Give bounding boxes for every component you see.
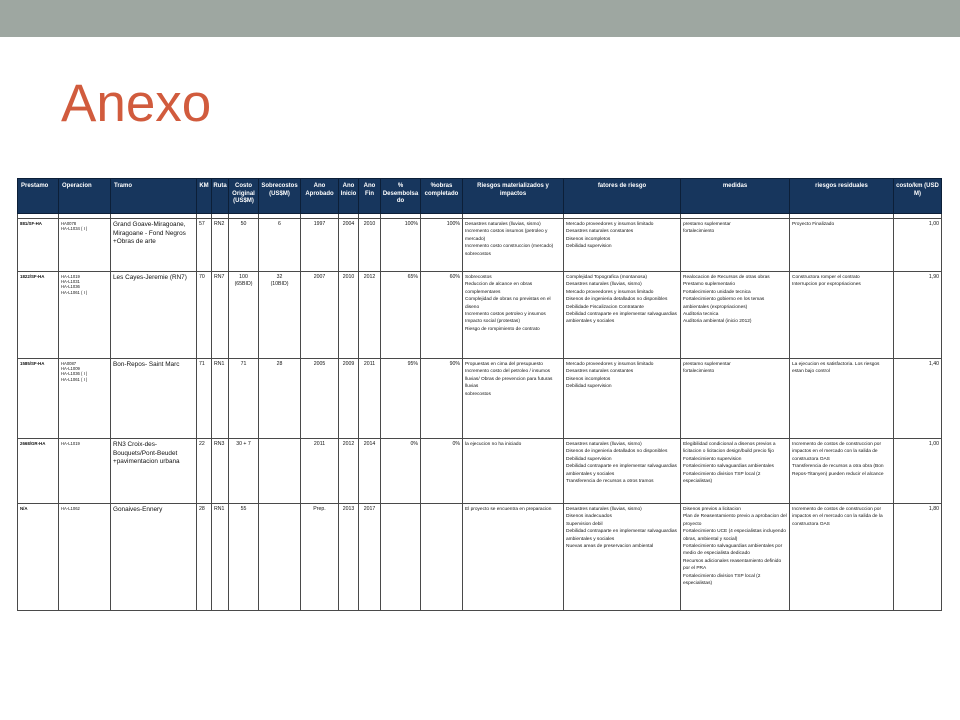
cell-obras-completado: 60%	[421, 272, 463, 359]
cell-km: 71	[197, 359, 212, 439]
cell-costo-km: 1,80	[894, 504, 942, 611]
header-costo-original: Costo Original (US$M)	[229, 179, 259, 214]
cell-fatores-item: Desastres naturales (lluvias, sismo)	[566, 507, 642, 512]
header-costo-km: costo/km (USD M)	[894, 179, 942, 214]
cell-tramo: Bon-Repos- Saint Marc	[111, 359, 197, 439]
header-sobrecostos: Sobrecostos (US$M)	[259, 179, 301, 214]
table-row	[18, 439, 942, 504]
cell-operacion-item: HA-L1019	[61, 441, 80, 446]
cell-costo-original-item: 30 + 7	[236, 441, 251, 447]
cell-riesgos	[463, 219, 564, 272]
cell-residuales	[790, 439, 894, 504]
cell-ano-aprobado: 1997	[301, 219, 339, 272]
cell-riesgos-item: lluvias/ Obras de prevencion para futuras lluvias	[465, 376, 553, 390]
cell-operacion-item: HA0078	[61, 221, 77, 226]
cell-medidas	[681, 439, 790, 504]
cell-residuales-item: Incremento de costos de construccion por impactos en el mercado con la salida de constructora OAS	[792, 442, 882, 462]
cell-riesgos-item: El proyecto se encuentra en preparacion	[465, 507, 552, 512]
cell-tramo: Les Cayes-Jeremie (RN7)	[111, 272, 197, 359]
cell-operacion	[59, 219, 111, 272]
header-ano-inicio: Ano Inicio	[339, 179, 359, 214]
cell-ano-fin: 2012	[359, 272, 381, 359]
cell-medidas	[681, 504, 790, 611]
cell-sobrecostos	[259, 219, 301, 272]
cell-fatores-item: Supervision debil	[566, 521, 603, 527]
cell-fatores-item: Nuevas areas de preservacion ambiental	[566, 544, 654, 550]
table-row	[18, 359, 942, 439]
cell-medidas-item: Disenos previos a licitacion	[683, 507, 741, 512]
header-residuales: riesgos residuales	[790, 179, 894, 214]
cell-operacion	[59, 504, 111, 611]
cell-fatores-item: Disenos de ingenieria detallados no disponibles	[566, 449, 668, 455]
cell-medidas	[681, 219, 790, 272]
header-ano-aprobado: Ano Aprobado	[301, 179, 339, 214]
cell-riesgos-item: Incremento costos insumos (petroleo y mercado)	[465, 229, 548, 242]
cell-sobrecostos	[259, 272, 301, 359]
header-medidas: medidas	[681, 179, 790, 214]
annex-table	[17, 178, 942, 611]
cell-prestamo: 2668/GR-HA	[18, 439, 59, 504]
cell-ruta: RN3	[212, 439, 229, 504]
cell-prestamo: 1585/SF-HA	[18, 359, 59, 439]
header-riesgos: Riesgos materializados y impactos	[463, 179, 564, 214]
cell-ano-aprobado: 2005	[301, 359, 339, 439]
header-desembolsado: % Desembolsado	[381, 179, 421, 214]
cell-tramo: Gonaives-Ennery	[111, 504, 197, 611]
cell-medidas-item: Elegibilidad condicional a disenos previos a licitacion o licitacion design/build precio fijo	[683, 442, 776, 455]
cell-ano-aprobado: 2011	[301, 439, 339, 504]
top-bar	[0, 0, 960, 37]
header-ano-fin: Ano Fin	[359, 179, 381, 214]
cell-riesgos-item: Complejidad de obras no previstas en el diseno	[465, 297, 551, 310]
cell-fatores-item: Mercado proveedores y insumos limitado	[566, 289, 654, 295]
header-ruta: Ruta	[212, 179, 229, 214]
cell-residuales-item: Constructora romper el contrato	[792, 275, 860, 280]
cell-fatores-item: Mercado proveedores y insumos limitado	[566, 362, 654, 367]
cell-riesgos-item: la ejecucion no ha iniciado	[465, 442, 522, 447]
cell-tramo: RN3 Croix-des-Bouquets/Pont-Beudet +pavimentacion urbana	[111, 439, 197, 504]
cell-operacion	[59, 272, 111, 359]
cell-prestamo: 1822/SF-HA	[18, 272, 59, 359]
cell-costo-original-item: 71	[240, 361, 247, 367]
cell-costo-original-item: (65BID)	[234, 281, 253, 287]
cell-operacion-item: HA-L1036	[61, 284, 80, 290]
cell-operacion-item: HA-L1061 ( I )	[61, 376, 88, 382]
cell-ano-inicio: 2010	[339, 272, 359, 359]
cell-ruta: RN1	[212, 504, 229, 611]
cell-fatores-item: Debilidad supervision	[566, 456, 612, 462]
cell-costo-original	[229, 359, 259, 439]
cell-fatores	[564, 219, 681, 272]
cell-medidas-item: Fortalecimiento unidade tecnica	[683, 289, 751, 295]
cell-riesgos	[463, 272, 564, 359]
cell-ano-inicio: 2009	[339, 359, 359, 439]
cell-fatores-item: Desastres naturales (lluvias, sismo)	[566, 442, 642, 447]
cell-ano-aprobado: Prep.	[301, 504, 339, 611]
cell-km: 70	[197, 272, 212, 359]
cell-operacion	[59, 439, 111, 504]
cell-fatores-item: Desastres naturales constantes	[566, 229, 634, 235]
cell-costo-km: 1,00	[894, 219, 942, 272]
cell-medidas-item: Fortalecimiento supervision	[683, 456, 742, 462]
cell-operacion-item: HA-L1019	[61, 274, 80, 279]
cell-fatores-item: Transferencia de recursos a otros tramos	[566, 479, 654, 485]
cell-fatores-item: Mercado proveedores y insumos limitado	[566, 222, 654, 227]
cell-sobrecostos-item: 32	[276, 274, 283, 280]
cell-medidas-item: prestamo suplementar	[683, 362, 731, 367]
cell-operacion-item: HA0087	[61, 361, 77, 366]
cell-sobrecostos	[259, 359, 301, 439]
cell-desembolsado: 100%	[381, 219, 421, 272]
cell-fatores-item: Complejidad Topografica (montanosa)	[566, 275, 647, 280]
cell-medidas	[681, 272, 790, 359]
cell-residuales	[790, 272, 894, 359]
cell-medidas-item: Fortalecimiento salvaguardias ambientales	[683, 464, 774, 470]
table-body	[18, 214, 942, 611]
cell-medidas	[681, 359, 790, 439]
cell-fatores-item: Debilidad contraparte en implementar salvaguardias ambientales y sociales	[566, 312, 677, 325]
cell-operacion-item: HA-L1062	[61, 506, 80, 511]
cell-medidas-item: Fortalecimiento gobierno en los temas ambientales (expropriaciones)	[683, 297, 765, 310]
cell-sobrecostos-item: (10BID)	[270, 281, 289, 287]
cell-desembolsado	[381, 504, 421, 611]
cell-sobrecostos-item: 28	[276, 361, 283, 367]
cell-medidas-item: Fortalecimiento salvaguardias ambientales por medio de especialista dedicado	[683, 544, 783, 557]
cell-costo-km: 1,00	[894, 439, 942, 504]
cell-riesgos	[463, 504, 564, 611]
cell-riesgos-item: Incremento costos petroleo y insumos	[465, 312, 546, 318]
table-row	[18, 504, 942, 611]
cell-fatores	[564, 504, 681, 611]
header-obras-completado: %obras completado	[421, 179, 463, 214]
cell-desembolsado: 95%	[381, 359, 421, 439]
cell-desembolsado: 65%	[381, 272, 421, 359]
cell-riesgos-item: Riesgo de rompimiento de contrato	[465, 326, 540, 332]
cell-operacion-item: HA-L1036 ( I )	[61, 371, 88, 377]
cell-riesgos-item: Impacto social (protestas)	[465, 319, 520, 325]
slide-title: Anexo	[61, 74, 212, 133]
cell-fatores	[564, 359, 681, 439]
cell-residuales-item: La ejecucion es satisfactoria. Los riesgos estan bajo control	[792, 362, 880, 375]
cell-fatores-item: Disenos incompletos	[566, 376, 611, 382]
cell-fatores-item: Desastres naturales (lluvias, sismo)	[566, 282, 642, 288]
cell-costo-km: 1,40	[894, 359, 942, 439]
cell-operacion-item: HA-L1061 ( I )	[61, 289, 88, 295]
cell-fatores	[564, 439, 681, 504]
cell-medidas-item: Fortalecimiento UCE (4 especialistas incluyendo obras, ambiental y social)	[683, 529, 786, 542]
cell-operacion-item: HA-L1034 ( I )	[61, 226, 88, 232]
cell-riesgos-item: Propuestas en cima del presupuesto	[465, 362, 543, 367]
cell-riesgos-item: Desastres naturales (lluvias, sismo)	[465, 222, 541, 227]
cell-medidas-item: Fortalecimiento division TSP local (2 especialistas)	[683, 471, 761, 485]
cell-medidas-item: Fortalecimiento division TSP local (2 especialistas)	[683, 573, 761, 587]
cell-km: 28	[197, 504, 212, 611]
cell-residuales	[790, 359, 894, 439]
cell-costo-original-item: 100	[239, 274, 248, 280]
cell-medidas-item: prestamo suplementar	[683, 222, 731, 227]
cell-costo-original	[229, 219, 259, 272]
cell-ruta: RN1	[212, 359, 229, 439]
cell-obras-completado: 0%	[421, 439, 463, 504]
cell-riesgos-item: Incremento costo del petroleo / insumos	[465, 369, 551, 375]
cell-medidas-item: fortalecimiento	[683, 229, 715, 235]
cell-medidas-item: Prestamo suplementario	[683, 282, 735, 288]
cell-obras-completado	[421, 504, 463, 611]
cell-riesgos-item: Incremento costo construccion (mercado)	[465, 244, 554, 250]
header-tramo: Tramo	[111, 179, 197, 214]
cell-tramo: Grand Goave-Miragoane, Miragoane - Fond Negros +Obras de arte	[111, 219, 197, 272]
cell-medidas-item: Auditoria ambiental (inicio 2012)	[683, 319, 752, 325]
cell-ano-fin: 2017	[359, 504, 381, 611]
cell-residuales-item: Transferencia de recursos a otra obra (Bon Repos-Titanyen) pueden reducir el alcance	[792, 464, 884, 477]
cell-fatores-item: Disenos de ingenieria detallados no disponibles	[566, 297, 668, 303]
cell-fatores-item: Debilidad supervision	[566, 244, 612, 250]
cell-operacion-item: HA-L1031	[61, 279, 80, 285]
cell-ano-inicio: 2013	[339, 504, 359, 611]
cell-medidas-item: fortalecimiento	[683, 369, 715, 375]
cell-residuales	[790, 504, 894, 611]
table-header	[18, 179, 942, 214]
cell-medidas-item: Realocacion de Recursos de otras obras	[683, 275, 770, 280]
table-row	[18, 219, 942, 272]
cell-medidas-item: Plan de Reasentamiento previo a aprobacion del proyecto	[683, 514, 787, 527]
cell-riesgos	[463, 439, 564, 504]
cell-medidas-item: Recursos adicionales reasentamiento definido por el PRA	[683, 558, 782, 572]
cell-ruta: RN7	[212, 272, 229, 359]
cell-ano-fin: 2010	[359, 219, 381, 272]
cell-fatores-item: Debilidade Fiscalizacion Contratante	[566, 304, 644, 310]
cell-prestamo: N/A	[18, 504, 59, 611]
cell-residuales-item: Proyecto Finalizado	[792, 222, 835, 227]
cell-sobrecostos-item: 6	[278, 221, 281, 227]
cell-residuales	[790, 219, 894, 272]
cell-ano-fin: 2011	[359, 359, 381, 439]
cell-medidas-item: Auditoria tecnica	[683, 312, 719, 318]
cell-ano-aprobado: 2007	[301, 272, 339, 359]
cell-costo-original	[229, 439, 259, 504]
cell-fatores	[564, 272, 681, 359]
cell-km: 57	[197, 219, 212, 272]
cell-residuales-item: Interrupcion por expropriaciones	[792, 282, 861, 288]
cell-riesgos	[463, 359, 564, 439]
header-operacion: Operacion	[59, 179, 111, 214]
cell-fatores-item: Disenos inadecuados	[566, 514, 612, 520]
cell-riesgos-item: Reduccion de alcance en obras complementares	[465, 282, 533, 295]
cell-ano-inicio: 2012	[339, 439, 359, 504]
cell-costo-original-item: 50	[240, 221, 247, 227]
header-prestamo: Prestamo	[18, 179, 59, 214]
cell-riesgos-item: sobrecostos	[465, 391, 491, 397]
cell-fatores-item: Debilidad contraparte en implementar salvaguardias ambientales y sociales	[566, 464, 677, 477]
cell-fatores-item: Debilidad contraparte en implementar salvaguardias ambientales y sociales	[566, 529, 677, 542]
cell-sobrecostos	[259, 439, 301, 504]
cell-operacion	[59, 359, 111, 439]
cell-sobrecostos	[259, 504, 301, 611]
header-fatores: fatores de riesgo	[564, 179, 681, 214]
header-km: KM	[197, 179, 212, 214]
cell-costo-original-item: 55	[240, 506, 247, 512]
cell-prestamo: 881/SF-HA	[18, 219, 59, 272]
cell-fatores-item: Disenos incompletos	[566, 236, 611, 242]
cell-costo-original	[229, 272, 259, 359]
cell-operacion-item: HA-L1009	[61, 366, 80, 372]
cell-obras-completado: 90%	[421, 359, 463, 439]
cell-costo-original	[229, 504, 259, 611]
cell-ruta: RN2	[212, 219, 229, 272]
cell-km: 22	[197, 439, 212, 504]
table-row	[18, 272, 942, 359]
cell-costo-km: 1,90	[894, 272, 942, 359]
cell-fatores-item: Debilidad supervision	[566, 384, 612, 390]
cell-obras-completado: 100%	[421, 219, 463, 272]
cell-ano-inicio: 2004	[339, 219, 359, 272]
cell-desembolsado: 0%	[381, 439, 421, 504]
cell-fatores-item: Desastres naturales constantes	[566, 369, 634, 375]
cell-riesgos-item: sobrecostos	[465, 251, 491, 257]
cell-ano-fin: 2014	[359, 439, 381, 504]
cell-riesgos-item: Sobrecostos	[465, 275, 492, 280]
header-row	[18, 179, 942, 214]
cell-residuales-item: Incremento de costos de construccion por impactos en el mercado con la salida de la constructora OAS	[792, 507, 883, 527]
